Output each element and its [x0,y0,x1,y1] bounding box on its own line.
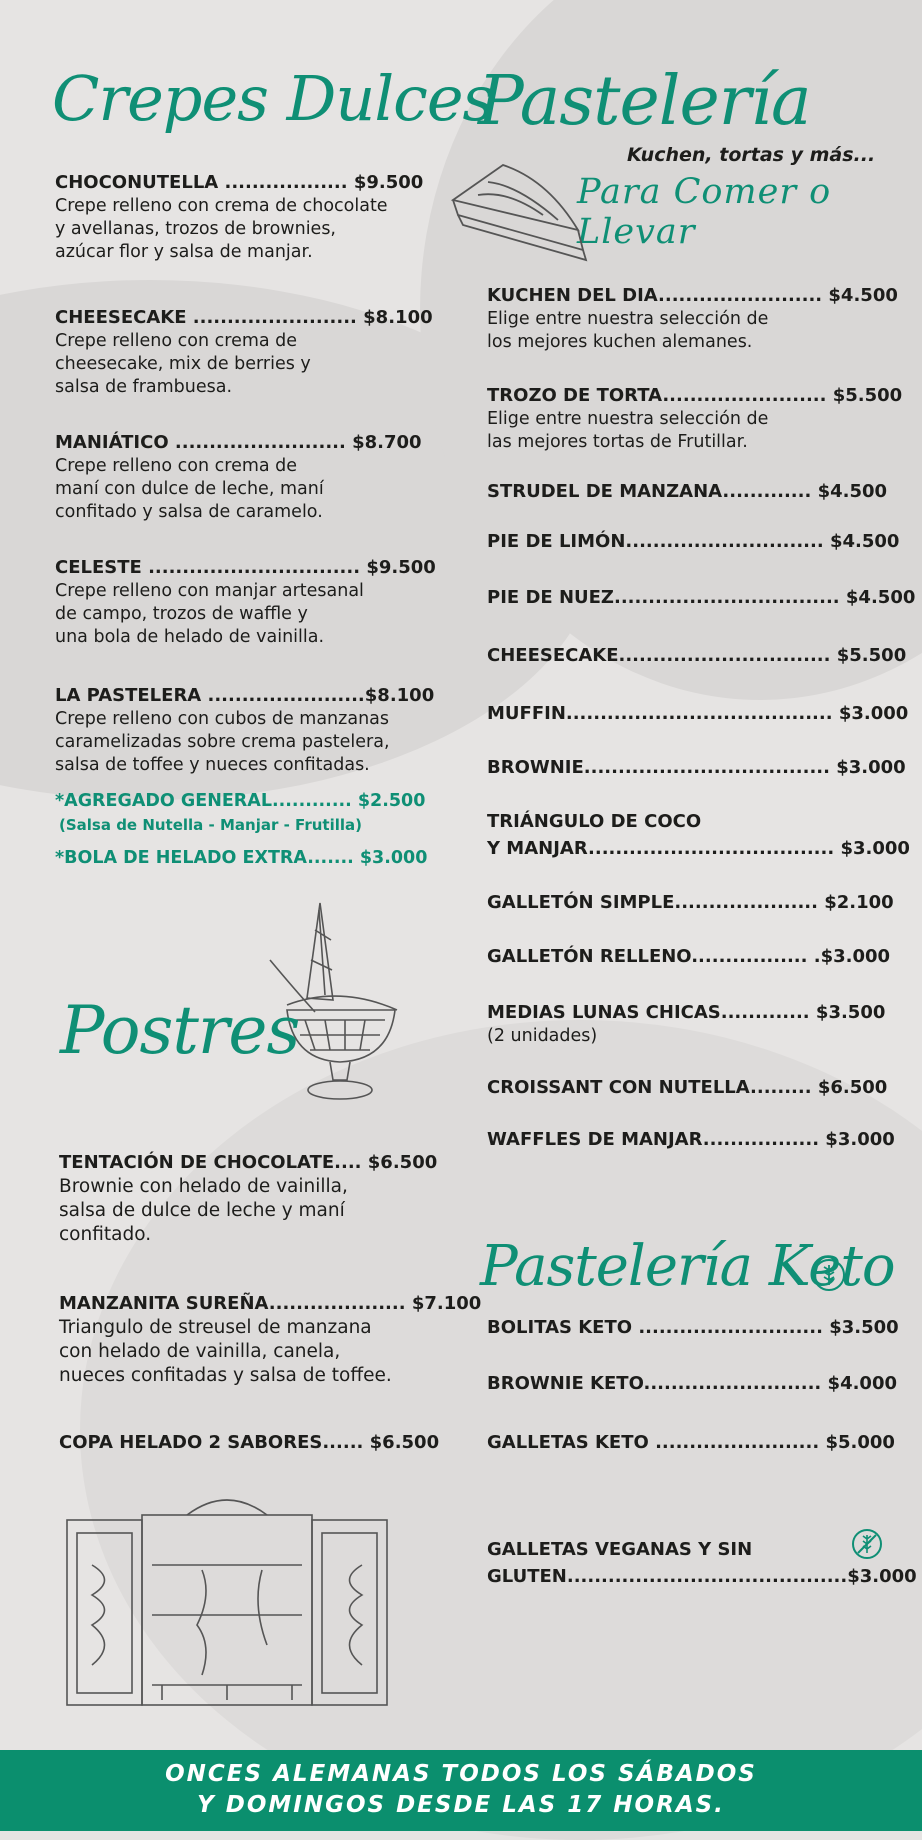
crepe-item-3-desc-3: confitado y salsa de caramelo. [55,502,323,522]
pasteleria-item-2-line: TROZO DE TORTA........................ $5.500 [487,385,903,406]
postre-item-2 [59,1292,481,1388]
postre-item-1-desc-3: confitado. [59,1224,152,1245]
pie-slice-illustration [448,160,593,265]
pasteleria-title: Pastelería [478,62,811,141]
pasteleria-item-11 [487,945,890,969]
keto-item-3-line: GALLETAS KETO ........................ $5.000 [487,1432,895,1453]
crepe-item-4-desc-1: Crepe relleno con manjar artesanal [55,581,364,601]
postres-title: Postres [60,992,300,1069]
pasteleria-item-12-line: MEDIAS LUNAS CHICAS............. $3.500 [487,1002,886,1023]
crepe-item-1-desc-3: azúcar flor y salsa de manjar. [55,242,313,262]
pasteleria-item-7 [487,702,908,726]
crepe-item-5-line: LA PASTELERA .......................$8.100 [55,685,435,706]
crepe-item-4 [55,556,436,649]
keto-item-1 [487,1316,899,1340]
postre-item-2-desc-3: nueces confitadas y salsa de toffee. [59,1365,392,1386]
pasteleria-item-9 [487,810,910,861]
crepe-item-4-desc-2: de campo, trozos de waffle y [55,604,308,624]
crepe-item-1-desc-1: Crepe relleno con crema de chocolate [55,196,388,216]
pasteleria-item-12 [487,1001,885,1048]
keto-title: Pastelería Keto [480,1234,895,1299]
pasteleria-item-8-line: BROWNIE.................................... $3.000 [487,757,906,778]
pasteleria-item-6 [487,644,906,668]
pasteleria-item-6-line: CHEESECAKE............................... $5.500 [487,645,907,666]
extra-bola-helado: *BOLA DE HELADO EXTRA....... $3.000 [55,848,428,868]
keto-item-2-line: BROWNIE KETO.......................... $4.000 [487,1373,898,1394]
postre-item-2-desc-2: con helado de vainilla, canela, [59,1341,341,1362]
crepe-item-1 [55,171,423,264]
extra-agregado: *AGREGADO GENERAL............ $2.500 [55,791,426,811]
pasteleria-item-1-desc-2: los mejores kuchen alemanes. [487,332,753,352]
crepe-item-5-desc-2: caramelizadas sobre crema pastelera, [55,732,390,752]
pasteleria-item-13-line: CROISSANT CON NUTELLA......... $6.500 [487,1077,888,1098]
pasteleria-item-1 [487,284,898,354]
crepe-item-5-desc-1: Crepe relleno con cubos de manzanas [55,709,389,729]
crepe-item-2-line: CHEESECAKE ........................ $8.100 [55,307,433,328]
postre-item-1 [59,1151,437,1247]
crepe-item-1-desc-2: y avellanas, trozos de brownies, [55,219,336,239]
pasteleria-item-10 [487,891,894,915]
pasteleria-item-2 [487,384,902,454]
postre-item-1-desc-2: salsa de dulce de leche y maní [59,1200,345,1221]
crepe-item-3-desc-1: Crepe relleno con crema de [55,456,298,476]
pasteleria-item-7-line: MUFFIN....................................... $3.000 [487,703,909,724]
pasteleria-item-1-desc-1: Elige entre nuestra selección de [487,309,769,329]
crepe-item-2-desc-2: cheesecake, mix de berries y [55,354,311,374]
pasteleria-item-1-line: KUCHEN DEL DIA........................ $4.500 [487,285,898,306]
pasteleria-item-4 [487,530,899,554]
crepes-title: Crepes Dulces [52,62,494,135]
pasteleria-item-11-line: GALLETÓN RELLENO................. .$3.000 [487,946,891,967]
footer-line-2: Y DOMINGOS DESDE LAS 17 HORAS. [197,1792,725,1818]
wooden-cabinet-illustration [62,1485,392,1715]
pasteleria-item-10-line: GALLETÓN SIMPLE..................... $2.100 [487,892,894,913]
pasteleria-tagline: Para Comer o Llevar [577,172,832,252]
pasteleria-item-14 [487,1128,895,1152]
crepe-item-5 [55,684,434,777]
postre-item-1-line: TENTACIÓN DE CHOCOLATE.... $6.500 [59,1152,438,1173]
pasteleria-subtitle: Kuchen, tortas y más... [627,144,876,166]
pasteleria-item-3 [487,480,887,504]
pasteleria-item-3-line: STRUDEL DE MANZANA............. $4.500 [487,481,888,502]
crepe-item-4-desc-3: una bola de helado de vainilla. [55,627,325,647]
postre-item-2-desc-1: Triangulo de streusel de manzana [59,1317,372,1338]
postre-item-1-desc-1: Brownie con helado de vainilla, [59,1176,348,1197]
crepe-item-3 [55,431,422,524]
keto-item-4-line-1: GALLETAS VEGANAS Y SIN [487,1539,753,1560]
pasteleria-item-5-line: PIE DE NUEZ................................. $4.500 [487,587,916,608]
wheat-icon [812,1258,846,1292]
keto-item-3 [487,1431,895,1455]
pasteleria-item-9-line-1: TRIÁNGULO DE COCO [487,811,702,832]
crepe-item-3-line: MANIÁTICO ......................... $8.700 [55,432,422,453]
pasteleria-item-14-line: WAFFLES DE MANJAR................. $3.000 [487,1129,895,1150]
keto-item-1-line: BOLITAS KETO ........................... $3.500 [487,1317,899,1338]
postre-item-3 [59,1431,439,1455]
pasteleria-item-8 [487,756,906,780]
crepe-item-4-line: CELESTE ............................... $9.500 [55,557,436,578]
crepe-item-3-desc-2: maní con dulce de leche, maní [55,479,324,499]
keto-item-4-line-2: GLUTEN.........................................$3.000 [487,1566,917,1587]
pasteleria-item-5 [487,586,915,610]
crepe-item-1-line: CHOCONUTELLA .................. $9.500 [55,172,424,193]
footer-line-1: ONCES ALEMANAS TODOS LOS SÁBADOS [165,1761,757,1787]
crepe-item-2-desc-3: salsa de frambuesa. [55,377,233,397]
crepe-item-5-desc-3: salsa de toffee y nueces confitadas. [55,755,370,775]
pasteleria-item-13 [487,1076,887,1100]
footer-banner [0,1750,922,1831]
keto-item-2 [487,1372,897,1396]
pasteleria-item-9-line-2: Y MANJAR.................................... $3.000 [487,838,910,859]
extra-agregado-options: (Salsa de Nutella - Manjar - Frutilla) [59,816,362,834]
pasteleria-item-2-desc-2: las mejores tortas de Frutillar. [487,432,748,452]
no-gluten-icon [851,1528,883,1560]
pasteleria-item-2-desc-1: Elige entre nuestra selección de [487,409,769,429]
crepe-item-2 [55,306,433,399]
pasteleria-item-4-line: PIE DE LIMÓN............................. $4.500 [487,531,900,552]
postre-item-3-line: COPA HELADO 2 SABORES...... $6.500 [59,1432,440,1453]
pasteleria-item-12-desc: (2 unidades) [487,1026,598,1046]
crepe-item-2-desc-1: Crepe relleno con crema de [55,331,298,351]
postre-item-2-line: MANZANITA SUREÑA.................... $7.100 [59,1293,482,1314]
